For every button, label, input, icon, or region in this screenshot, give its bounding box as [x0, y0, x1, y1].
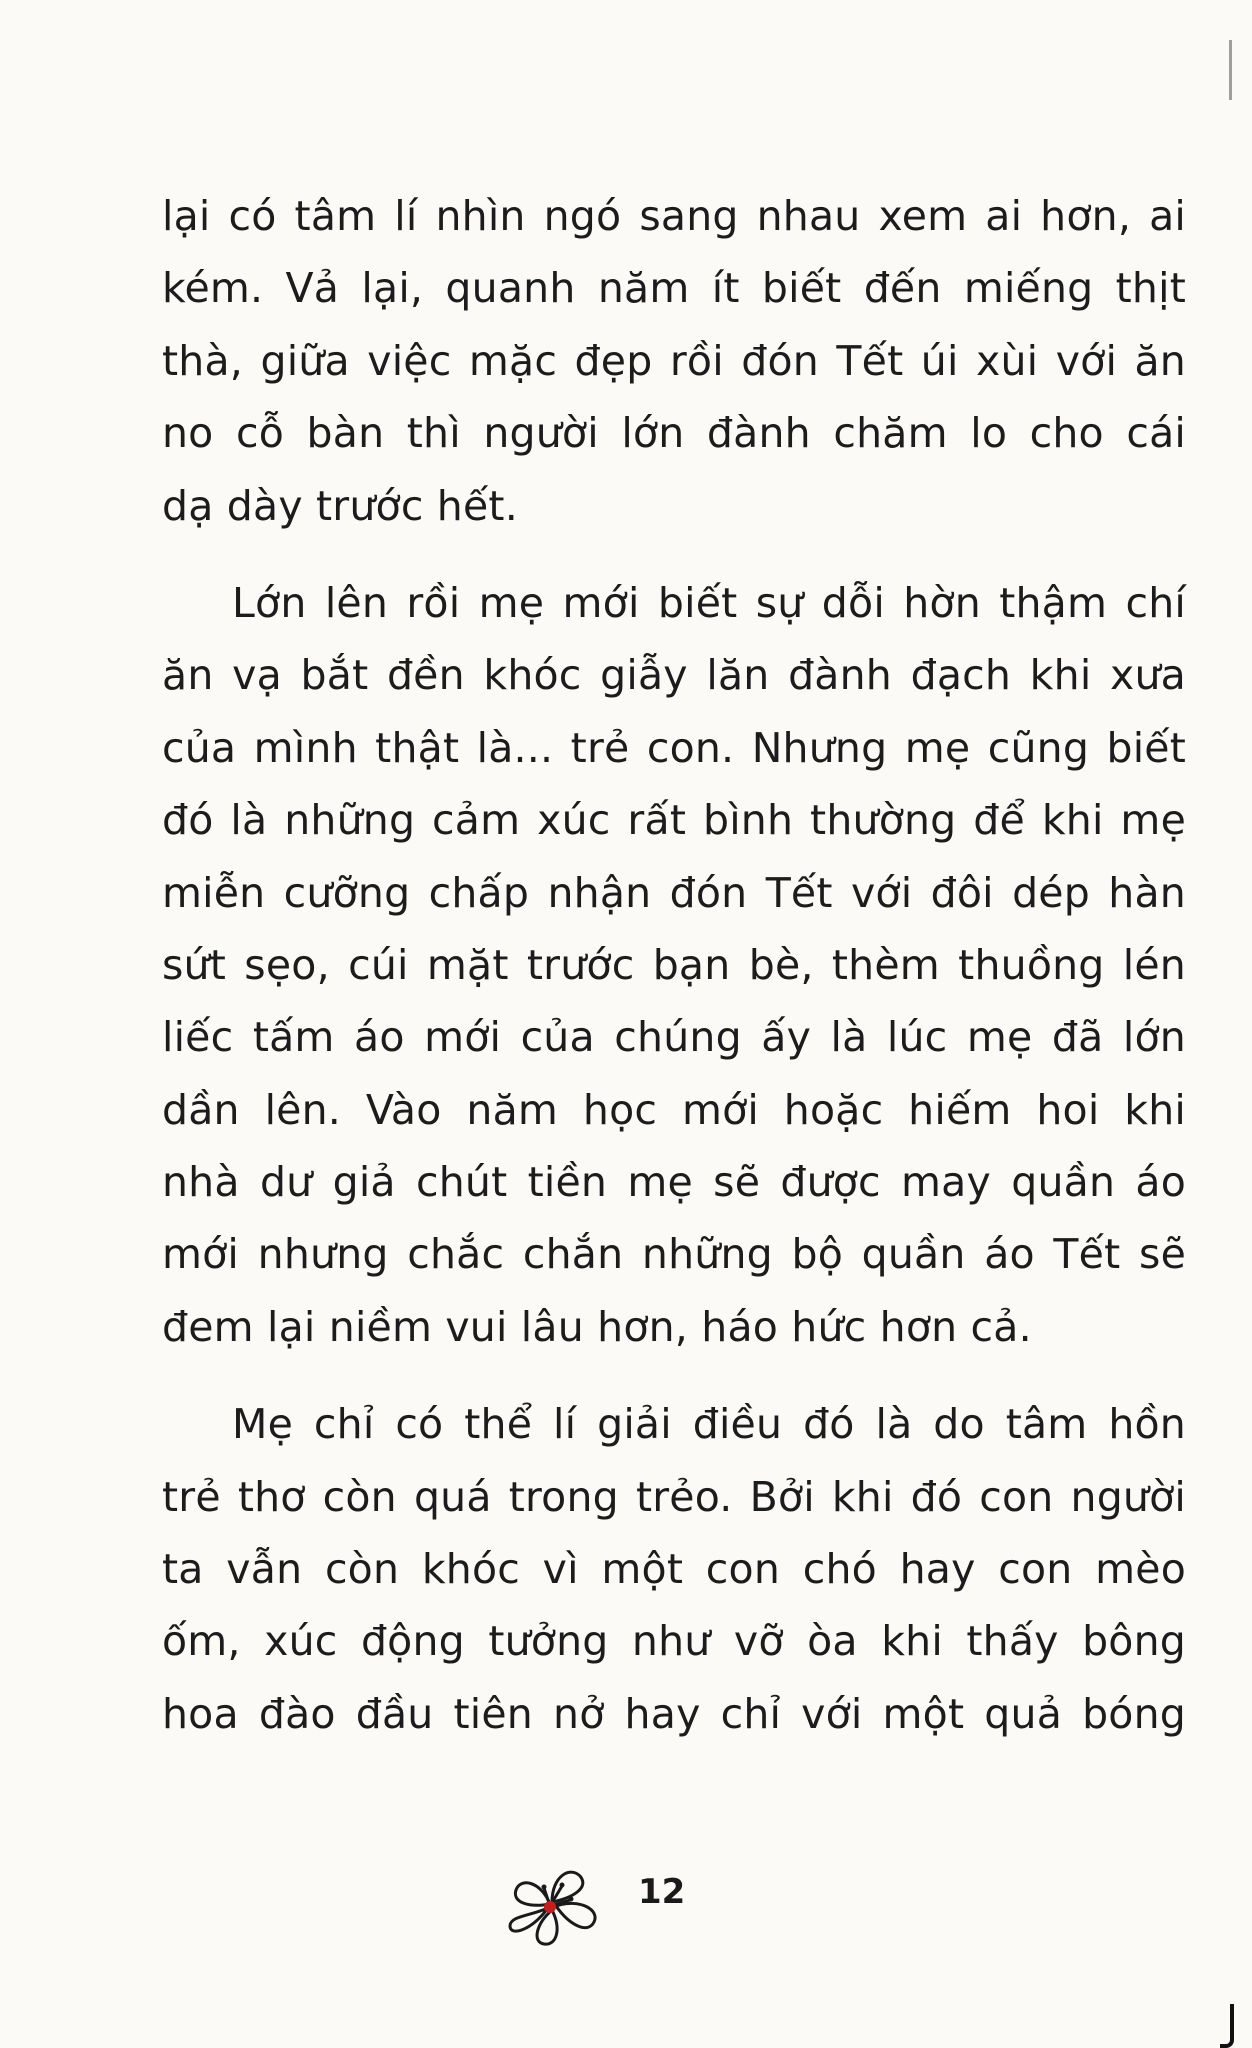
text-line: trẻ thơ còn quá trong trẻo. Bởi khi đó con người	[162, 1472, 1186, 1521]
text-line: ốm, xúc động tưởng như vỡ òa khi thấy bông	[162, 1617, 1186, 1666]
body-text	[162, 180, 1186, 1750]
text-line: kém. Vả lại, quanh năm ít biết đến miếng thịt	[162, 264, 1186, 313]
text-line: Lớn lên rồi mẹ mới biết sự dỗi hờn thậm chí	[232, 578, 1186, 627]
text-line: dạ dày trước hết.	[162, 481, 518, 530]
text-line: Mẹ chỉ có thể lí giải điều đó là do tâm hồn	[232, 1400, 1186, 1449]
page-edge-line	[1229, 40, 1232, 100]
text-line: miễn cưỡng chấp nhận đón Tết với đôi dép hàn	[162, 868, 1186, 917]
text-line: ta vẫn còn khóc vì một con chó hay con mèo	[162, 1545, 1186, 1594]
text-line: ăn vạ bắt đền khóc giẫy lăn đành đạch khi xưa	[162, 651, 1186, 700]
text-line: lại có tâm lí nhìn ngó sang nhau xem ai hơn, ai	[162, 192, 1186, 240]
text-line: no cỗ bàn thì người lớn đành chăm lo cho cái	[162, 409, 1186, 458]
peach-blossom-icon	[500, 1860, 610, 1950]
text-line: đó là những cảm xúc rất bình thường để khi mẹ	[162, 796, 1186, 845]
text-line: dần lên. Vào năm học mới hoặc hiếm hoi khi	[162, 1085, 1186, 1134]
text-line: của mình thật là... trẻ con. Nhưng mẹ cũng biết	[162, 723, 1186, 772]
text-line: đem lại niềm vui lâu hơn, háo hức hơn cả.	[162, 1302, 1032, 1351]
paragraph-3	[162, 1388, 1186, 1750]
text-line: thà, giữa việc mặc đẹp rồi đón Tết úi xùi với ăn	[162, 336, 1186, 385]
text-line: liếc tấm áo mới của chúng ấy là lúc mẹ đã lớn	[162, 1013, 1186, 1062]
text-line: hoa đào đầu tiên nở hay chỉ với một quả bóng	[162, 1689, 1186, 1738]
page-footer	[500, 1860, 686, 1950]
text-line: sứt sẹo, cúi mặt trước bạn bè, thèm thuồng lén	[162, 940, 1186, 989]
paragraph-1	[162, 180, 1186, 542]
paragraph-2	[162, 567, 1186, 1363]
page-number: 12	[638, 1872, 686, 1912]
page-corner-mark	[1220, 2004, 1234, 2048]
text-line: mới nhưng chắc chắn những bộ quần áo Tết sẽ	[162, 1230, 1186, 1279]
text-line: nhà dư giả chút tiền mẹ sẽ được may quần áo	[162, 1158, 1186, 1207]
